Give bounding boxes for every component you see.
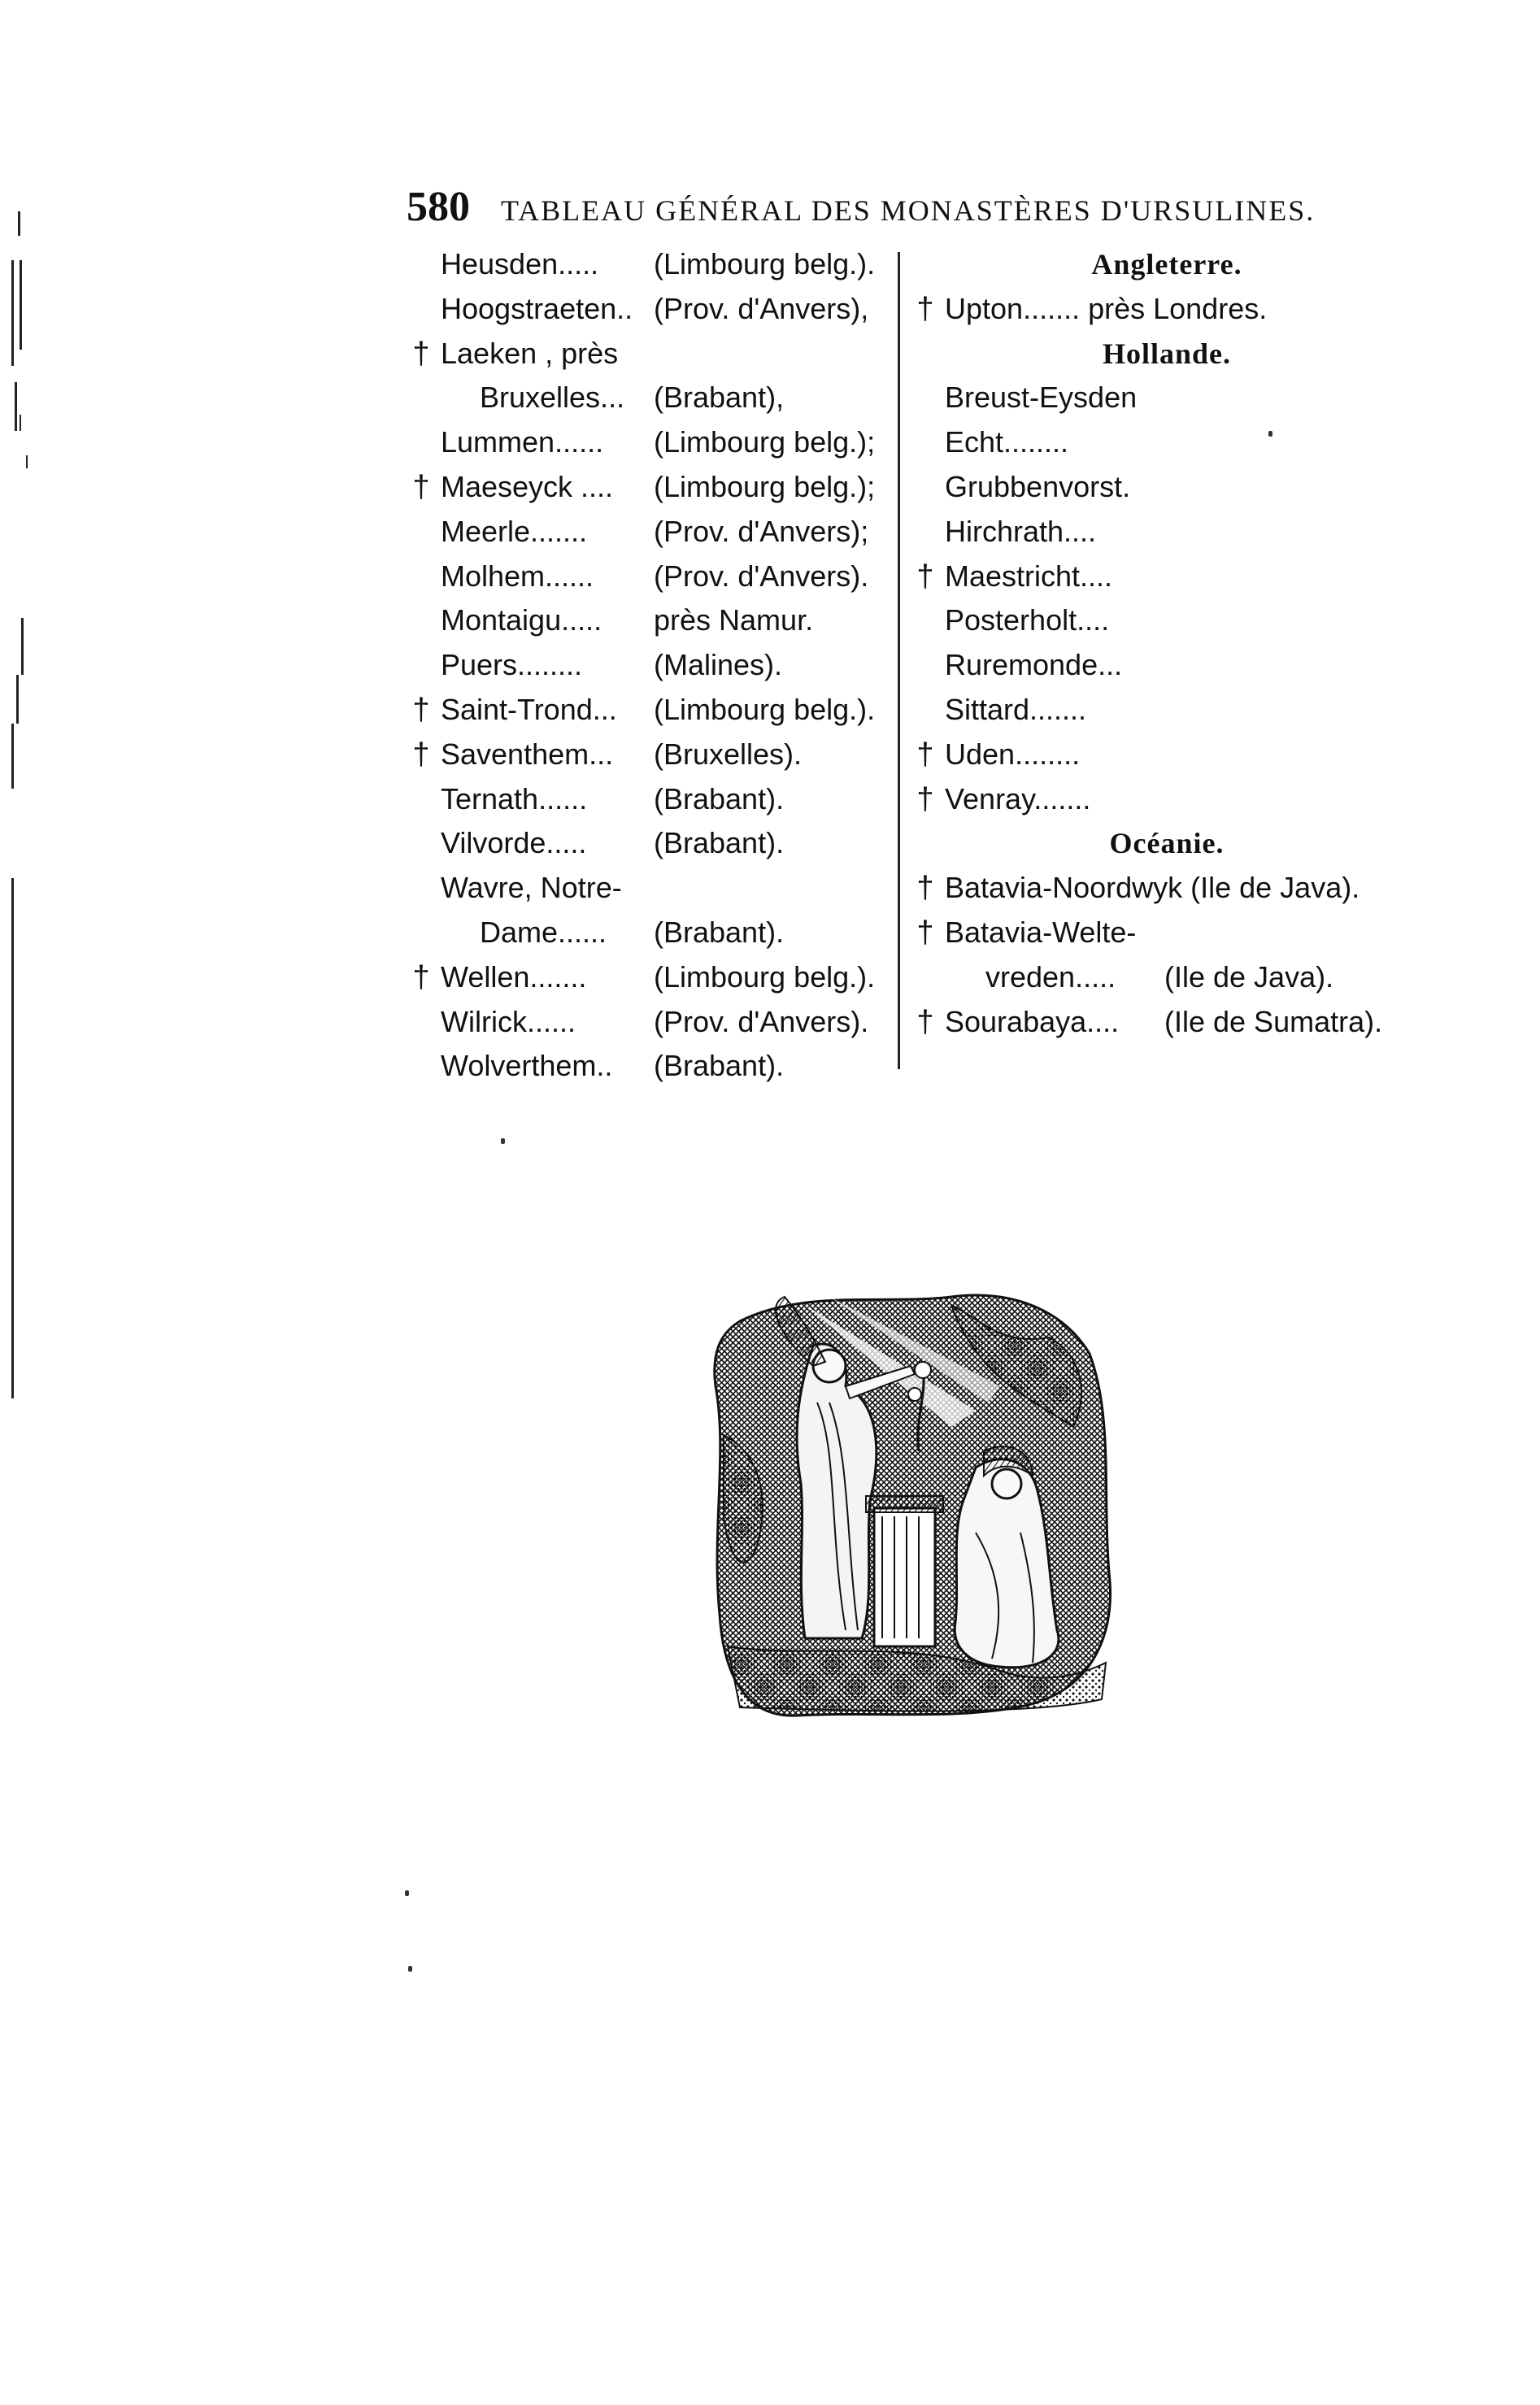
place-name: Ternath...... bbox=[441, 781, 588, 815]
place-name: Maestricht.... bbox=[945, 559, 1113, 593]
place-name: Heusden..... bbox=[441, 247, 599, 281]
place-name: Lummen...... bbox=[441, 425, 604, 459]
list-item bbox=[407, 598, 886, 643]
region-name: (Brabant). bbox=[654, 915, 785, 949]
list-item bbox=[407, 554, 886, 599]
place-name: Bruxelles... bbox=[480, 381, 625, 415]
list-item bbox=[911, 866, 1390, 911]
place-name: Dame...... bbox=[480, 915, 607, 949]
place-name: Saventhem... bbox=[441, 737, 614, 771]
list-item bbox=[407, 911, 886, 955]
place-name: Wavre, Notre- bbox=[441, 871, 622, 905]
running-header bbox=[407, 183, 1342, 232]
list-item bbox=[911, 420, 1390, 465]
column-divider bbox=[898, 252, 900, 1069]
list-item bbox=[407, 287, 886, 332]
list-item bbox=[911, 510, 1390, 554]
list-item bbox=[407, 688, 886, 733]
place-name: Echt........ bbox=[945, 425, 1069, 459]
region-name: (Prov. d'Anvers); bbox=[654, 514, 869, 548]
list-item bbox=[911, 911, 1390, 955]
place-name: Puers........ bbox=[441, 648, 583, 682]
list-item bbox=[407, 332, 886, 376]
list-item bbox=[911, 643, 1390, 688]
place-name: Ruremonde... bbox=[945, 648, 1123, 682]
region-name: (Malines). bbox=[654, 648, 783, 682]
place-name: Sittard....... bbox=[945, 692, 1087, 726]
place-name: Sourabaya.... bbox=[945, 1004, 1120, 1038]
list-item bbox=[407, 733, 886, 777]
list-item bbox=[407, 420, 886, 465]
list-item bbox=[407, 242, 886, 287]
place-name: Meerle....... bbox=[441, 514, 588, 548]
place-name: Grubbenvorst. bbox=[945, 469, 1131, 503]
deceased-dagger-mark: † bbox=[916, 871, 934, 906]
deceased-dagger-mark: † bbox=[412, 737, 430, 772]
region-name: (Prov. d'Anvers), bbox=[654, 291, 869, 325]
page-number: 580 bbox=[407, 184, 470, 230]
list-item bbox=[911, 598, 1390, 643]
stray-ink-mark bbox=[1268, 431, 1272, 437]
list-item bbox=[407, 866, 886, 911]
list-item bbox=[407, 821, 886, 866]
deceased-dagger-mark: † bbox=[412, 336, 430, 371]
place-name: Molhem...... bbox=[441, 559, 594, 593]
place-name: Posterholt.... bbox=[945, 603, 1110, 637]
place-name: Batavia-Noordwyk (Ile de Java). bbox=[945, 871, 1360, 905]
place-name: Upton....... près Londres. bbox=[945, 291, 1268, 325]
region-name: (Brabant). bbox=[654, 826, 785, 860]
list-item bbox=[911, 376, 1390, 420]
list-item bbox=[911, 955, 1390, 1000]
place-name: Venray....... bbox=[945, 781, 1091, 815]
country-heading: Angleterre. bbox=[1091, 248, 1242, 281]
country-heading: Océanie. bbox=[1109, 827, 1225, 860]
region-name: (Limbourg belg.). bbox=[654, 959, 876, 994]
place-name: Batavia-Welte- bbox=[945, 915, 1137, 949]
region-name: (Brabant). bbox=[654, 1049, 785, 1083]
stray-ink-mark bbox=[501, 1138, 505, 1144]
place-name: vreden..... bbox=[985, 959, 1116, 994]
place-name: Hoogstraeten.. bbox=[441, 291, 633, 325]
foreign-list-column bbox=[911, 242, 1390, 1044]
region-name: (Ile de Sumatra). bbox=[1164, 1004, 1383, 1038]
country-heading: Hollande. bbox=[1102, 337, 1232, 370]
deceased-dagger-mark: † bbox=[916, 915, 934, 950]
place-name: Saint-Trond... bbox=[441, 692, 617, 726]
list-item bbox=[911, 465, 1390, 510]
place-name: Maeseyck .... bbox=[441, 469, 614, 503]
list-item bbox=[911, 777, 1390, 822]
deceased-dagger-mark: † bbox=[412, 959, 430, 994]
deceased-dagger-mark: † bbox=[916, 1004, 934, 1039]
place-name: Uden........ bbox=[945, 737, 1081, 771]
place-name: Wilrick...... bbox=[441, 1004, 576, 1038]
list-item bbox=[407, 510, 886, 554]
place-name: Wellen....... bbox=[441, 959, 587, 994]
list-item bbox=[911, 688, 1390, 733]
region-name: (Prov. d'Anvers). bbox=[654, 1004, 869, 1038]
list-item bbox=[407, 955, 886, 1000]
list-item bbox=[407, 1000, 886, 1045]
place-name: Laeken , près bbox=[441, 336, 619, 370]
stray-ink-mark bbox=[405, 1890, 409, 1896]
deceased-dagger-mark: † bbox=[916, 559, 934, 594]
place-name: Montaigu..... bbox=[441, 603, 603, 637]
list-item bbox=[407, 777, 886, 822]
running-title: TABLEAU GÉNÉRAL DES MONASTÈRES D'URSULINES. bbox=[501, 194, 1316, 227]
list-item bbox=[407, 643, 886, 688]
list-item bbox=[911, 287, 1390, 332]
region-name: (Brabant). bbox=[654, 781, 785, 815]
deceased-dagger-mark: † bbox=[916, 291, 934, 326]
annunciation-engraving bbox=[707, 1289, 1114, 1720]
list-item bbox=[407, 465, 886, 510]
list-item bbox=[407, 1044, 886, 1089]
place-name: Wolverthem.. bbox=[441, 1049, 613, 1083]
region-name: (Limbourg belg.); bbox=[654, 425, 876, 459]
place-name: Hirchrath.... bbox=[945, 514, 1097, 548]
list-item bbox=[407, 376, 886, 420]
scan-margin-marks bbox=[0, 0, 49, 1463]
list-item bbox=[911, 733, 1390, 777]
region-name: (Limbourg belg.). bbox=[654, 692, 876, 726]
belgium-list-column bbox=[407, 242, 886, 1089]
deceased-dagger-mark: † bbox=[412, 692, 430, 727]
region-name: (Ile de Java). bbox=[1164, 959, 1334, 994]
list-item bbox=[911, 1000, 1390, 1045]
region-name: (Brabant), bbox=[654, 381, 785, 415]
deceased-dagger-mark: † bbox=[916, 781, 934, 816]
region-name: (Limbourg belg.). bbox=[654, 247, 876, 281]
list-item bbox=[911, 554, 1390, 599]
region-name: près Namur. bbox=[654, 603, 814, 637]
deceased-dagger-mark: † bbox=[916, 737, 934, 772]
region-name: (Bruxelles). bbox=[654, 737, 803, 771]
place-name: Breust-Eysden bbox=[945, 381, 1138, 415]
region-name: (Prov. d'Anvers). bbox=[654, 559, 869, 593]
deceased-dagger-mark: † bbox=[412, 469, 430, 504]
place-name: Vilvorde..... bbox=[441, 826, 587, 860]
region-name: (Limbourg belg.); bbox=[654, 469, 876, 503]
stray-ink-mark bbox=[408, 1966, 412, 1972]
